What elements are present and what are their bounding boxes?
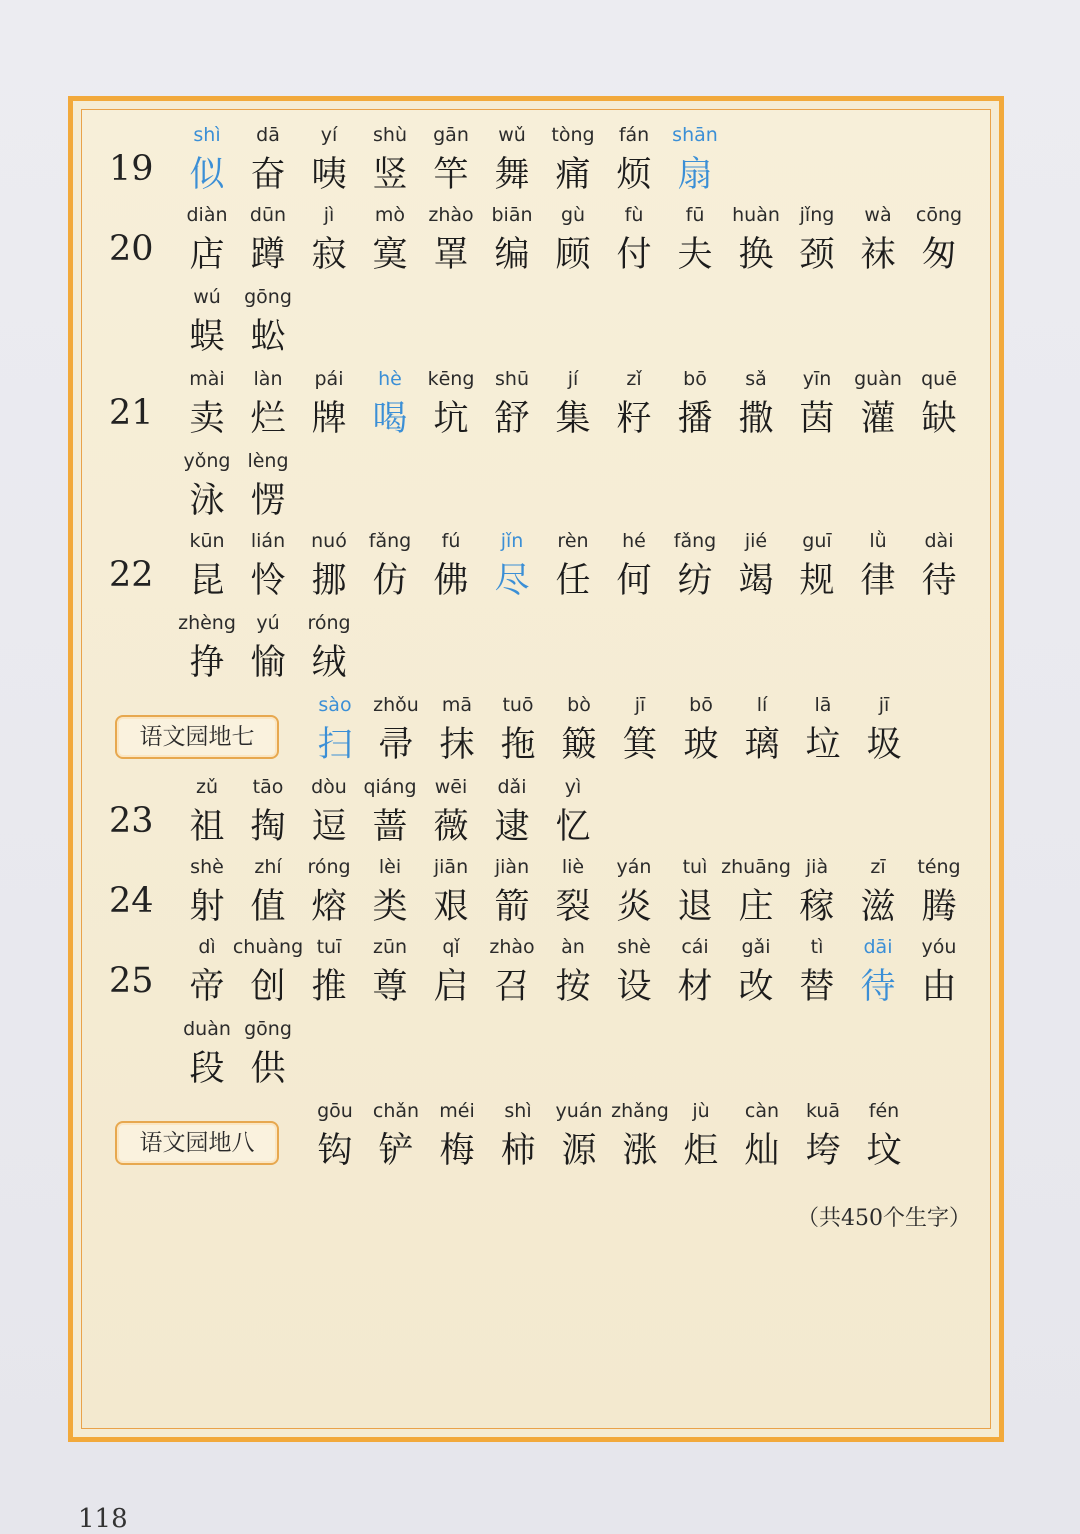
lesson-number: 20 xyxy=(109,229,154,269)
character-row xyxy=(73,123,1009,195)
hanzi: 绒 xyxy=(311,643,347,683)
pinyin: zhào xyxy=(428,204,474,226)
hanzi: 竿 xyxy=(433,155,469,195)
hanzi: 蚣 xyxy=(250,317,286,357)
pinyin: rèn xyxy=(557,530,589,552)
hanzi: 愣 xyxy=(250,481,286,521)
hanzi: 待 xyxy=(860,967,896,1007)
hanzi: 掏 xyxy=(250,807,286,847)
pinyin: yóu xyxy=(921,936,957,958)
character-cell xyxy=(231,285,305,357)
pinyin: àn xyxy=(561,936,585,958)
hanzi: 玻 xyxy=(683,725,719,765)
pinyin: tì xyxy=(810,936,824,958)
pinyin: sào xyxy=(318,694,352,716)
pinyin: zhào xyxy=(489,936,535,958)
pinyin: shì xyxy=(504,1100,532,1122)
character-row xyxy=(73,1017,1009,1089)
pinyin: fū xyxy=(685,204,705,226)
hanzi: 供 xyxy=(250,1049,286,1089)
character-cell xyxy=(902,529,976,601)
pinyin: téng xyxy=(917,856,961,878)
character-row xyxy=(73,1099,1009,1171)
pinyin: hè xyxy=(378,368,402,390)
pinyin: jī xyxy=(878,694,890,716)
hanzi: 扇 xyxy=(677,155,713,195)
pinyin: wēi xyxy=(434,776,468,798)
lesson-number: 22 xyxy=(109,555,154,595)
pinyin: shū xyxy=(495,368,529,390)
character-cell xyxy=(231,449,305,521)
hanzi: 痛 xyxy=(555,155,591,195)
pinyin: wà xyxy=(864,204,892,226)
hanzi: 拖 xyxy=(500,725,536,765)
lesson-number: 21 xyxy=(109,393,154,433)
hanzi: 蹲 xyxy=(250,235,286,275)
pinyin: gù xyxy=(560,204,586,226)
hanzi: 替 xyxy=(799,967,835,1007)
pinyin: lèi xyxy=(378,856,402,878)
section-badge: 语文园地七 xyxy=(115,715,279,759)
hanzi: 扫 xyxy=(317,725,353,765)
character-cell xyxy=(231,1017,305,1089)
hanzi: 庄 xyxy=(738,887,774,927)
hanzi: 段 xyxy=(189,1049,225,1089)
pinyin: shè xyxy=(190,856,224,878)
hanzi: 牌 xyxy=(311,399,347,439)
pinyin: róng xyxy=(307,612,351,634)
pinyin: kūn xyxy=(189,530,225,552)
pinyin: shì xyxy=(193,124,221,146)
character-row xyxy=(73,611,1009,683)
hanzi: 箭 xyxy=(494,887,530,927)
hanzi: 喝 xyxy=(372,399,408,439)
hanzi: 烦 xyxy=(616,155,652,195)
pinyin: liè xyxy=(561,856,585,878)
hanzi: 怜 xyxy=(250,561,286,601)
hanzi: 启 xyxy=(433,967,469,1007)
pinyin: jì xyxy=(323,204,335,226)
pinyin: lí xyxy=(756,694,768,716)
pinyin: zhuāng xyxy=(721,856,791,878)
pinyin: fù xyxy=(624,204,644,226)
pinyin: wú xyxy=(193,286,221,308)
pinyin: guàn xyxy=(854,368,902,390)
hanzi: 祖 xyxy=(189,807,225,847)
section-badge: 语文园地八 xyxy=(115,1121,279,1165)
character-cell-highlighted xyxy=(658,123,732,195)
hanzi: 寂 xyxy=(311,235,347,275)
pinyin: yīn xyxy=(802,368,832,390)
character-row xyxy=(73,285,1009,357)
pinyin: guī xyxy=(802,530,832,552)
pinyin: shù xyxy=(373,124,407,146)
hanzi: 灿 xyxy=(744,1131,780,1171)
hanzi: 类 xyxy=(372,887,408,927)
page-number: 118 xyxy=(78,1504,128,1534)
pinyin: jù xyxy=(692,1100,710,1122)
pinyin: wǔ xyxy=(498,124,526,146)
hanzi: 材 xyxy=(677,967,713,1007)
hanzi: 坟 xyxy=(866,1131,902,1171)
pinyin: fán xyxy=(618,124,650,146)
pinyin: pái xyxy=(314,368,344,390)
character-row xyxy=(73,203,1009,275)
hanzi: 似 xyxy=(189,155,225,195)
hanzi: 挪 xyxy=(311,561,347,601)
pinyin: yǒng xyxy=(183,450,231,472)
hanzi: 帝 xyxy=(189,967,225,1007)
hanzi: 罩 xyxy=(433,235,469,275)
pinyin: fú xyxy=(441,530,461,552)
hanzi: 尊 xyxy=(372,967,408,1007)
hanzi: 召 xyxy=(494,967,530,1007)
pinyin: jí xyxy=(567,368,579,390)
pinyin: tuì xyxy=(682,856,708,878)
hanzi: 尽 xyxy=(494,561,530,601)
hanzi: 待 xyxy=(921,561,957,601)
hanzi: 撒 xyxy=(738,399,774,439)
pinyin: càn xyxy=(744,1100,780,1122)
pinyin: lián xyxy=(250,530,286,552)
pinyin: chǎn xyxy=(372,1100,420,1122)
hanzi: 付 xyxy=(616,235,652,275)
hanzi: 柿 xyxy=(500,1131,536,1171)
character-row xyxy=(73,775,1009,847)
pinyin: hé xyxy=(622,530,646,552)
lesson-number: 23 xyxy=(109,801,154,841)
hanzi: 圾 xyxy=(866,725,902,765)
lesson-number: 19 xyxy=(109,149,154,189)
pinyin: yán xyxy=(616,856,652,878)
character-cell xyxy=(902,935,976,1007)
pinyin: tuī xyxy=(316,936,342,958)
pinyin: duàn xyxy=(183,1018,231,1040)
pinyin: biān xyxy=(491,204,533,226)
hanzi: 缺 xyxy=(921,399,957,439)
pinyin: qiáng xyxy=(363,776,417,798)
character-table-frame xyxy=(68,96,1004,1442)
pinyin: jiàn xyxy=(494,856,530,878)
pinyin: huàn xyxy=(732,204,780,226)
hanzi: 钩 xyxy=(317,1131,353,1171)
pinyin: zhǎng xyxy=(611,1100,669,1122)
hanzi: 艰 xyxy=(433,887,469,927)
hanzi: 改 xyxy=(738,967,774,1007)
hanzi: 腾 xyxy=(921,887,957,927)
hanzi: 炬 xyxy=(683,1131,719,1171)
hanzi: 设 xyxy=(616,967,652,1007)
hanzi: 梅 xyxy=(439,1131,475,1171)
pinyin: yuán xyxy=(555,1100,603,1122)
pinyin: gōng xyxy=(244,1018,292,1040)
hanzi: 匆 xyxy=(921,235,957,275)
hanzi: 稼 xyxy=(799,887,835,927)
character-cell xyxy=(847,693,921,765)
hanzi: 袜 xyxy=(860,235,896,275)
hanzi: 播 xyxy=(677,399,713,439)
hanzi: 昆 xyxy=(189,561,225,601)
pinyin: tuō xyxy=(502,694,534,716)
pinyin: dòu xyxy=(311,776,347,798)
pinyin: jiān xyxy=(433,856,469,878)
hanzi: 律 xyxy=(860,561,896,601)
hanzi: 咦 xyxy=(311,155,347,195)
hanzi: 店 xyxy=(189,235,225,275)
pinyin: tāo xyxy=(252,776,284,798)
hanzi: 帚 xyxy=(378,725,414,765)
hanzi: 挣 xyxy=(189,643,225,683)
pinyin: fǎng xyxy=(673,530,717,552)
pinyin: dì xyxy=(198,936,216,958)
pinyin: zǐ xyxy=(626,368,642,390)
character-row xyxy=(73,529,1009,601)
pinyin: jià xyxy=(805,856,829,878)
total-characters-note: （共450个生字） xyxy=(797,1206,971,1231)
character-cell xyxy=(292,611,366,683)
hanzi: 熔 xyxy=(311,887,347,927)
hanzi: 茵 xyxy=(799,399,835,439)
hanzi: 换 xyxy=(738,235,774,275)
hanzi: 卖 xyxy=(189,399,225,439)
hanzi: 泳 xyxy=(189,481,225,521)
pinyin: yì xyxy=(564,776,582,798)
pinyin: yú xyxy=(256,612,280,634)
pinyin: méi xyxy=(439,1100,475,1122)
hanzi: 簸 xyxy=(561,725,597,765)
pinyin: mā xyxy=(441,694,473,716)
hanzi: 蔷 xyxy=(372,807,408,847)
pinyin: bō xyxy=(689,694,713,716)
hanzi: 抹 xyxy=(439,725,475,765)
hanzi: 忆 xyxy=(555,807,591,847)
hanzi: 籽 xyxy=(616,399,652,439)
pinyin: shān xyxy=(672,124,718,146)
pinyin: jǐng xyxy=(799,204,835,226)
pinyin: zhí xyxy=(254,856,282,878)
lesson-number: 25 xyxy=(109,961,154,1001)
pinyin: chuàng xyxy=(232,936,304,958)
hanzi: 按 xyxy=(555,967,591,1007)
hanzi: 源 xyxy=(561,1131,597,1171)
hanzi: 垃 xyxy=(805,725,841,765)
hanzi: 滋 xyxy=(860,887,896,927)
character-cell xyxy=(847,1099,921,1171)
hanzi: 佛 xyxy=(433,561,469,601)
pinyin: zǔ xyxy=(195,776,218,798)
pinyin: jī xyxy=(634,694,646,716)
pinyin: zūn xyxy=(372,936,408,958)
character-row xyxy=(73,855,1009,927)
hanzi: 由 xyxy=(921,967,957,1007)
character-cell xyxy=(536,775,610,847)
hanzi: 蜈 xyxy=(189,317,225,357)
character-cell xyxy=(902,367,976,439)
character-row xyxy=(73,693,1009,765)
pinyin: làn xyxy=(253,368,283,390)
hanzi: 垮 xyxy=(805,1131,841,1171)
pinyin: bō xyxy=(683,368,707,390)
pinyin: zhèng xyxy=(178,612,236,634)
hanzi: 寞 xyxy=(372,235,408,275)
hanzi: 愉 xyxy=(250,643,286,683)
hanzi: 竖 xyxy=(372,155,408,195)
hanzi: 璃 xyxy=(744,725,780,765)
pinyin: gōng xyxy=(244,286,292,308)
character-cell xyxy=(902,855,976,927)
pinyin: dā xyxy=(256,124,280,146)
pinyin: qǐ xyxy=(442,936,460,958)
pinyin: dūn xyxy=(249,204,287,226)
hanzi: 退 xyxy=(677,887,713,927)
hanzi: 舞 xyxy=(494,155,530,195)
hanzi: 裂 xyxy=(555,887,591,927)
hanzi: 规 xyxy=(799,561,835,601)
hanzi: 任 xyxy=(555,561,591,601)
pinyin: gǎi xyxy=(741,936,771,958)
pinyin: cái xyxy=(681,936,709,958)
pinyin: fǎng xyxy=(368,530,412,552)
hanzi: 顾 xyxy=(555,235,591,275)
hanzi: 编 xyxy=(494,235,530,275)
character-row xyxy=(73,449,1009,521)
hanzi: 舒 xyxy=(494,399,530,439)
hanzi: 奋 xyxy=(250,155,286,195)
hanzi: 何 xyxy=(616,561,652,601)
pinyin: cōng xyxy=(915,204,963,226)
hanzi: 仿 xyxy=(372,561,408,601)
pinyin: mò xyxy=(374,204,406,226)
pinyin: gān xyxy=(433,124,469,146)
pinyin: kuā xyxy=(805,1100,841,1122)
character-cell xyxy=(902,203,976,275)
lesson-number: 24 xyxy=(109,881,154,921)
hanzi: 铲 xyxy=(378,1131,414,1171)
hanzi: 薇 xyxy=(433,807,469,847)
pinyin: gōu xyxy=(317,1100,353,1122)
hanzi: 涨 xyxy=(622,1131,658,1171)
pinyin: nuó xyxy=(311,530,347,552)
pinyin: jǐn xyxy=(500,530,524,552)
pinyin: jié xyxy=(744,530,768,552)
hanzi: 灌 xyxy=(860,399,896,439)
hanzi: 逗 xyxy=(311,807,347,847)
hanzi: 逮 xyxy=(494,807,530,847)
character-row xyxy=(73,367,1009,439)
hanzi: 创 xyxy=(250,967,286,1007)
character-row xyxy=(73,935,1009,1007)
pinyin: bò xyxy=(567,694,591,716)
pinyin: lǜ xyxy=(869,530,887,552)
pinyin: zī xyxy=(870,856,886,878)
pinyin: tòng xyxy=(551,124,595,146)
hanzi: 推 xyxy=(311,967,347,1007)
pinyin: róng xyxy=(307,856,351,878)
pinyin: yí xyxy=(320,124,338,146)
pinyin: dài xyxy=(924,530,954,552)
hanzi: 夫 xyxy=(677,235,713,275)
pinyin: diàn xyxy=(186,204,228,226)
hanzi: 坑 xyxy=(433,399,469,439)
pinyin: lèng xyxy=(247,450,289,472)
pinyin: dāi xyxy=(863,936,893,958)
pinyin: kēng xyxy=(427,368,475,390)
hanzi: 值 xyxy=(250,887,286,927)
pinyin: zhǒu xyxy=(373,694,419,716)
hanzi: 烂 xyxy=(250,399,286,439)
hanzi: 颈 xyxy=(799,235,835,275)
hanzi: 炎 xyxy=(616,887,652,927)
pinyin: mài xyxy=(189,368,225,390)
pinyin: shè xyxy=(617,936,651,958)
hanzi: 集 xyxy=(555,399,591,439)
pinyin: fén xyxy=(868,1100,900,1122)
hanzi: 竭 xyxy=(738,561,774,601)
hanzi: 射 xyxy=(189,887,225,927)
hanzi: 箕 xyxy=(622,725,658,765)
hanzi: 纺 xyxy=(677,561,713,601)
pinyin: lā xyxy=(814,694,832,716)
pinyin: sǎ xyxy=(745,368,767,390)
pinyin: quē xyxy=(921,368,957,390)
pinyin: dǎi xyxy=(497,776,527,798)
